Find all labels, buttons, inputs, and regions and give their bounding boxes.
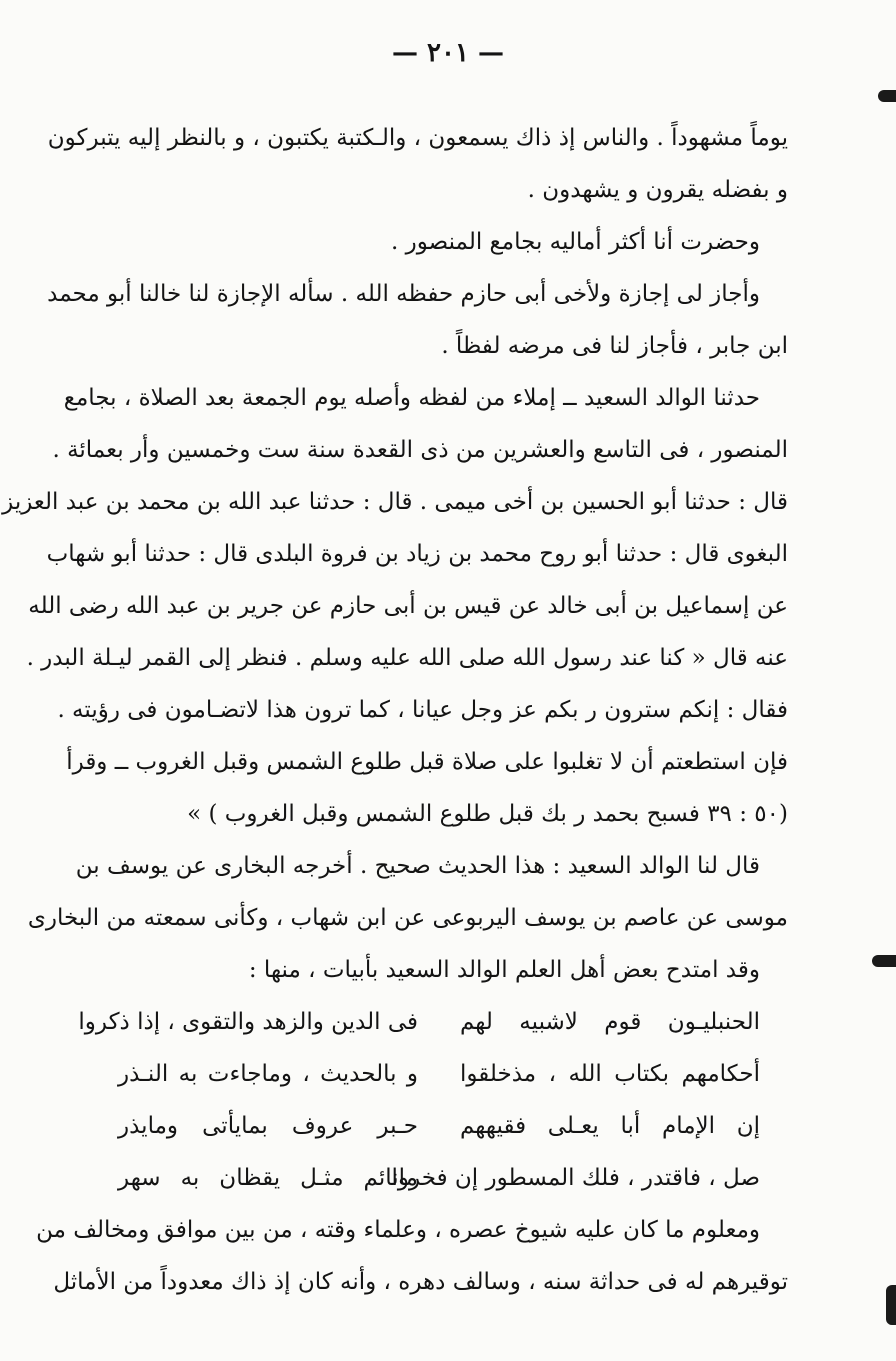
verse-first-hemistich: صل ، فاقتدر ، فلك المسطور إن فخروا <box>391 1165 760 1191</box>
text-line: عن إسماعيل بن أبى خالد عن قيس بن أبى حازم عن جرير بن عبد الله رضى الله <box>28 593 788 619</box>
page-number: — ٢٠١ — <box>391 38 505 68</box>
text-line: (٥٠ : ٣٩ فسبح بحمد ر بك قبل طلوع الشمس وقبل الغروب ) » <box>187 801 788 827</box>
text-line: موسى عن عاصم بن يوسف اليربوعى عن ابن شهاب ، وكأنى سمعته من البخارى <box>27 905 788 931</box>
text-line: فإن استطعتم أن لا تغلبوا على صلاة قبل طلوع الشمس وقبل الغروب ــ وقرأ <box>66 749 788 775</box>
poem-verse <box>118 1048 788 1100</box>
text-line: قال لنا الوالد السعيد : هذا الحديث صحيح . أخرجه البخارى عن يوسف بن <box>75 853 760 879</box>
text-line: توقيرهم له فى حداثة سنه ، وسالف دهره ، وأنه كان إذ ذاك معدوداً من الأماثل <box>53 1269 788 1295</box>
text-line: قال : حدثنا أبو الحسين بن أخى ميمى . قال : حدثنا عبد الله بن محمد بن عبد العزيز <box>2 489 788 515</box>
poem-verse <box>118 1100 788 1152</box>
page-edge-mark <box>878 90 896 102</box>
verse-second-hemistich: مانائم مثـل يقظان به سهر <box>118 1165 418 1191</box>
text-line: وقد امتدح بعض أهل العلم الوالد السعيد بأبيات ، منها : <box>248 957 760 983</box>
verse-second-hemistich: فى الدين والزهد والتقوى ، إذا ذكروا <box>78 1009 418 1035</box>
page-edge-mark <box>886 1285 896 1325</box>
page-edge-mark <box>872 955 896 967</box>
text-line: وأجاز لى إجازة ولأخى أبى حازم حفظه الله . سأله الإجازة لنا خالنا أبو محمد <box>47 281 760 307</box>
text-line: يوماً مشهوداً . والناس إذ ذاك يسمعون ، والـكتبة يكتبون ، و بالنظر إليه يتبركون <box>47 125 788 151</box>
verse-first-hemistich: أحكامهم بكتاب الله ، مذخلقوا <box>460 1061 760 1087</box>
verse-first-hemistich: الحنبليـون قوم لاشبيه لهم <box>460 1009 760 1035</box>
text-line: و بفضله يقرون و يشهدون . <box>527 177 788 203</box>
text-line: وحضرت أنا أكثر أماليه بجامع المنصور . <box>391 229 760 255</box>
text-line: ومعلوم ما كان عليه شيوخ عصره ، وعلماء وقته ، من بين موافق ومخالف من <box>36 1217 760 1243</box>
poem-verse <box>118 1152 788 1204</box>
verse-first-hemistich: إن الإمام أبا يعـلى فقيههم <box>460 1113 760 1139</box>
text-line: المنصور ، فى التاسع والعشرين من ذى القعدة سنة ست وخمسين وأر بعمائة . <box>52 437 788 463</box>
poem-verse <box>78 996 788 1048</box>
paragraphs-before-poem <box>2 112 788 996</box>
text-line: عنه قال « كنا عند رسول الله صلى الله عليه وسلم . فنظر إلى القمر ليـلة البدر . <box>26 645 788 671</box>
body-text <box>2 112 788 1308</box>
text-line: فقال : إنكم سترون ر بكم عز وجل عيانا ، كما ترون هذا لاتضـامون فى رؤيته . <box>57 697 788 723</box>
text-line: حدثنا الوالد السعيد ــ إملاء من لفظه وأصله يوم الجمعة بعد الصلاة ، بجامع <box>63 385 760 411</box>
verse-second-hemistich: و بالحديث ، وماجاءت به النـذر <box>118 1061 418 1087</box>
poem <box>78 996 788 1204</box>
text-line: البغوى قال : حدثنا أبو روح محمد بن زياد بن فروة البلدى قال : حدثنا أبو شهاب <box>46 541 788 567</box>
verse-second-hemistich: حـبر عروف بمايأتى ومايذر <box>118 1113 418 1139</box>
text-line: ابن جابر ، فأجاز لنا فى مرضه لفظاً . <box>441 333 788 359</box>
paragraphs-after-poem <box>36 1204 788 1308</box>
